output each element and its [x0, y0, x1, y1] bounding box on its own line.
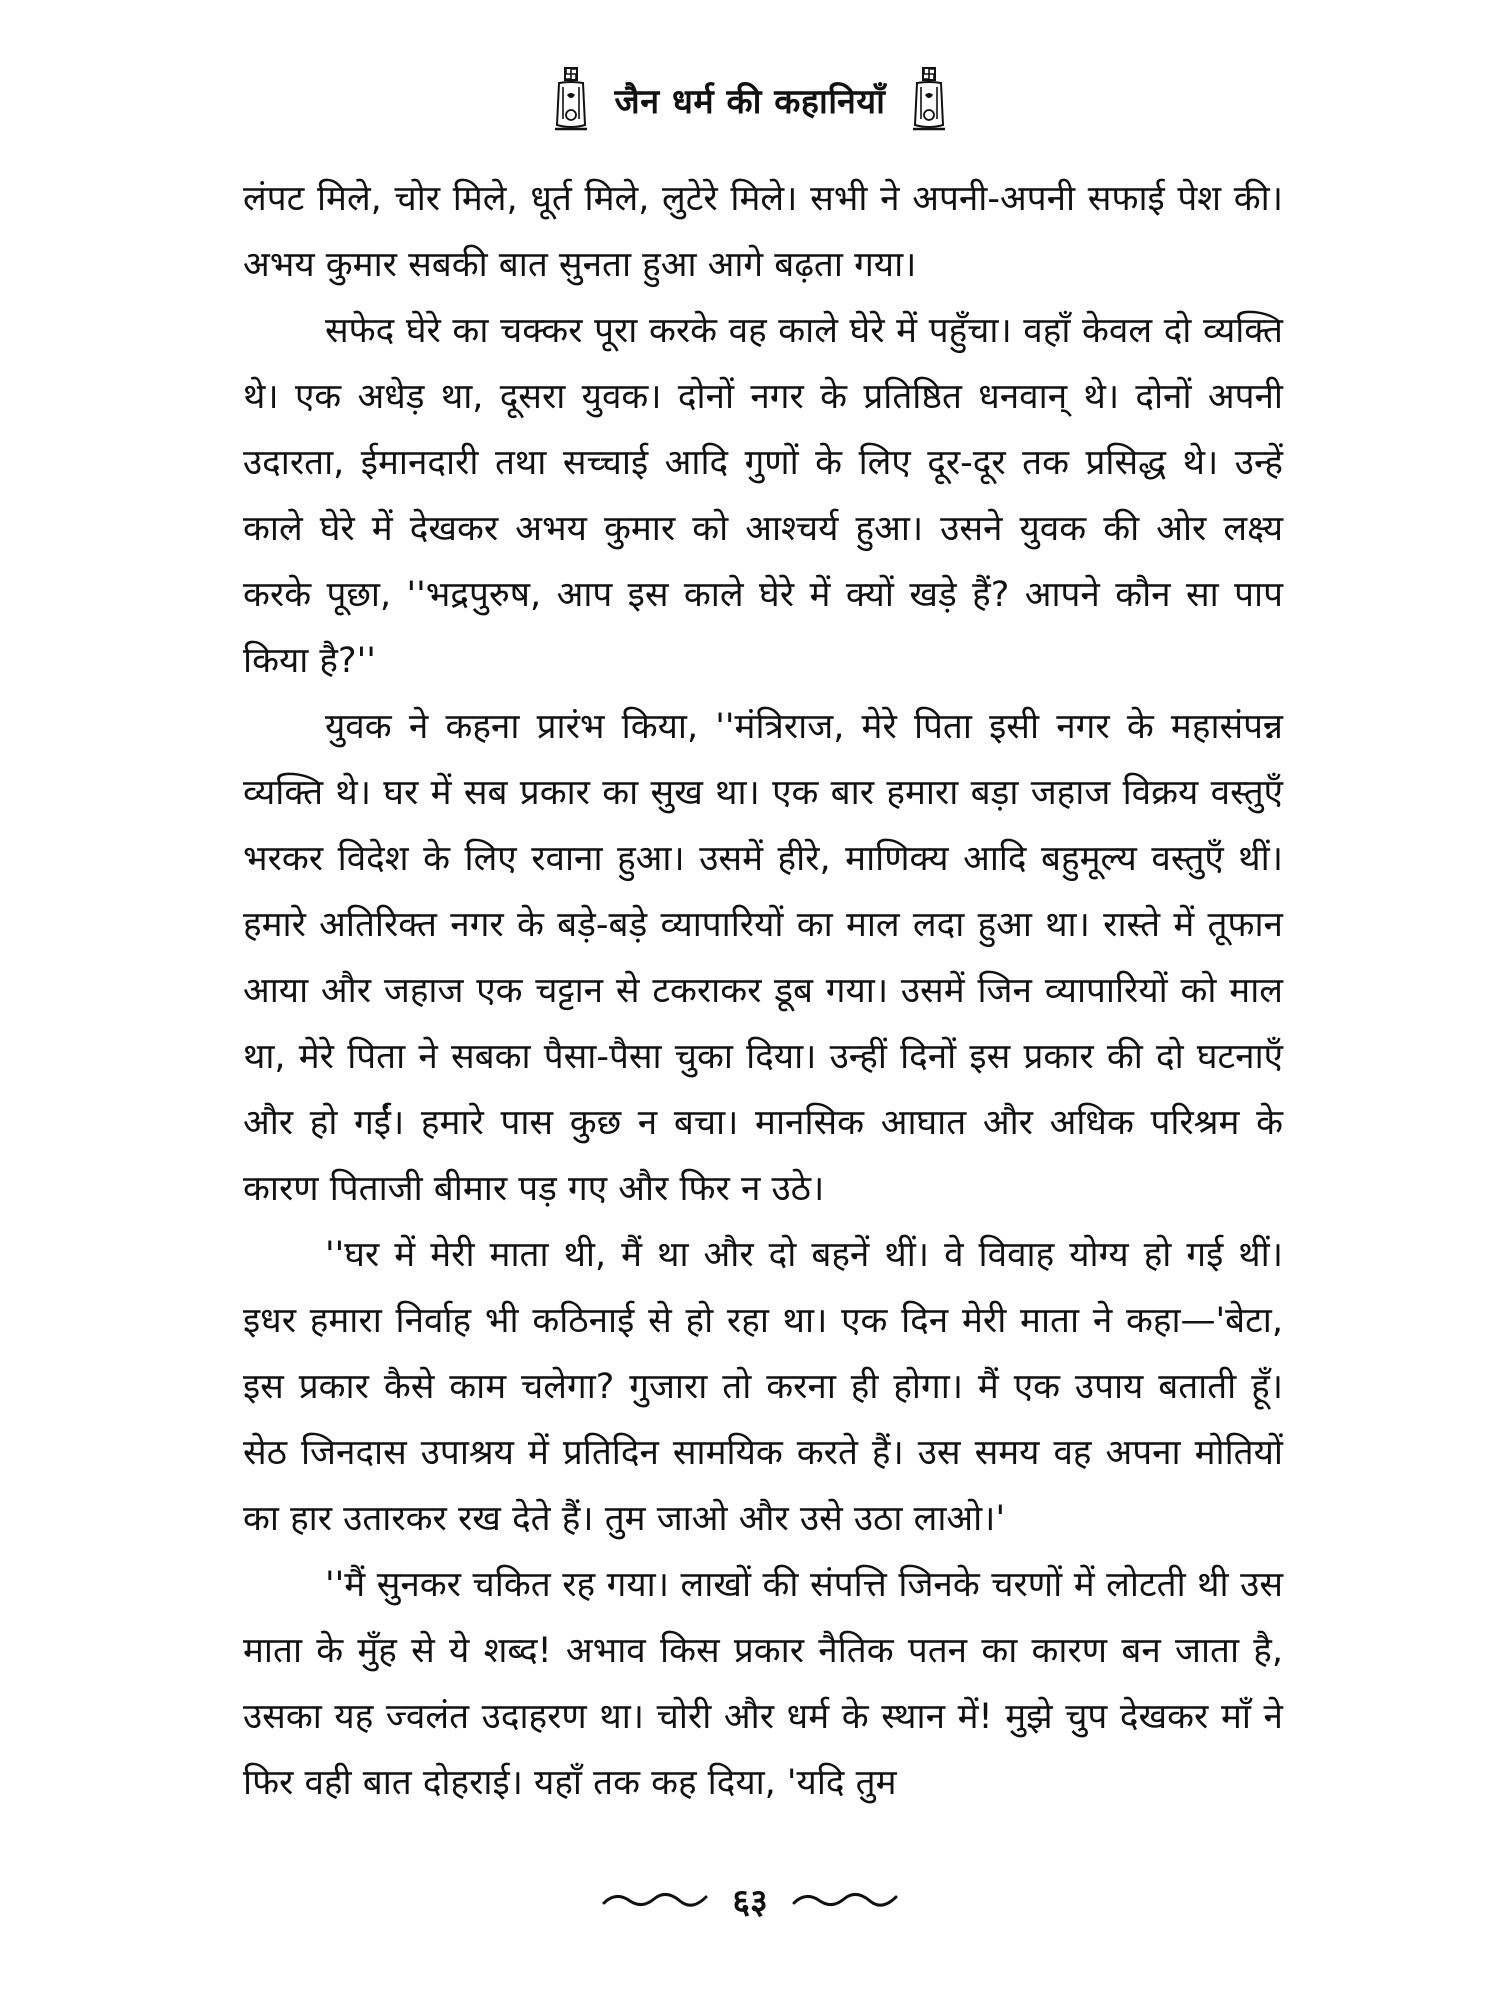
paragraph: सफेद घेरे का चक्कर पूरा करके वह काले घेरे में पहुँचा। वहाँ केवल दो व्यक्ति थे। एक अधेड़ था, दूसरा युवक। दोनों नगर के प्रतिष्ठित धनवान् थे। दोनों अपनी उदारता, ईमानदारी तथा सच्चाई आदि गुणों के लिए दूर-दूर तक प्रसिद्ध थे। उन्हें काले घेरे में देखकर अभय कुमार को आश्चर्य हुआ। उसने युवक की ओर लक्ष्य करके पूछा, ''भद्रपुरुष, आप इस काले घेरे में क्यों खड़े हैं? आपने कौन सा पाप किया है?''	[243, 311, 1283, 681]
paragraph: युवक ने कहना प्रारंभ किया, ''मंत्रिराज, मेरे पिता इसी नगर के महासंपन्न व्यक्ति थे। घर में सब प्रकार का सुख था। एक बार हमारा बड़ा जहाज विक्रय वस्तुएँ भरकर विदेश के लिए रवाना हुआ। उसमें हीरे, माणिक्य आदि बहुमूल्य वस्तुएँ थीं। हमारे अतिरिक्त नगर के बड़े-बड़े व्यापारियों का माल लदा हुआ था। रास्ते में तूफान आया और जहाज एक चट्टान से टकराकर डूब गया। उसमें जिन व्यापारियों को माल था, मेरे पिता ने सबका पैसा-पैसा चुका दिया। उन्हीं दिनों इस प्रकार की दो घटनाएँ और हो गईं। हमारे पास कुछ न बचा। मानसिक आघात और अधिक परिश्रम के कारण पिताजी बीमार पड़ गए और फिर न उठे।	[243, 707, 1284, 1209]
story-body	[243, 166, 1283, 1816]
jain-emblem-icon	[909, 67, 949, 133]
running-header	[0, 60, 1500, 140]
wave-ornament-icon	[600, 1885, 710, 1915]
book-title: जैन धर्म की कहानियाँ	[614, 82, 886, 122]
page-footer	[0, 1870, 1500, 1930]
paragraph: ''घर में मेरी माता थी, मैं था और दो बहनें थीं। वे विवाह योग्य हो गई थीं। इधर हमारा निर्वाह भी कठिनाई से हो रहा था। एक दिन मेरी माता ने कहा—'बेटा, इस प्रकार कैसे काम चलेगा? गुजारा तो करना ही होगा। मैं एक उपाय बताती हूँ। सेठ जिनदास उपाश्रय में प्रतिदिन सामयिक करते हैं। उस समय वह अपना मोतियों का हार उतारकर रख देते हैं। तुम जाओ और उसे उठा लाओ।'	[243, 1235, 1283, 1539]
page-number: ६३	[732, 1882, 768, 1922]
jain-emblem-icon	[551, 67, 591, 133]
wave-ornament-icon	[790, 1885, 900, 1915]
paragraph-continued: लंपट मिले, चोर मिले, धूर्त मिले, लुटेरे मिले। सभी ने अपनी-अपनी सफाई पेश की। अभय कुमार सबकी बात सुनता हुआ आगे बढ़ता गया।	[243, 179, 1283, 285]
paragraph: ''मैं सुनकर चकित रह गया। लाखों की संपत्ति जिनके चरणों में लोटती थी उस माता के मुँह से ये शब्द! अभाव किस प्रकार नैतिक पतन का कारण बन जाता है, उसका यह ज्वलंत उदाहरण था। चोरी और धर्म के स्थान में! मुझे चुप देखकर माँ ने फिर वही बात दोहराई। यहाँ तक कह दिया, 'यदि तुम	[243, 1565, 1283, 1803]
